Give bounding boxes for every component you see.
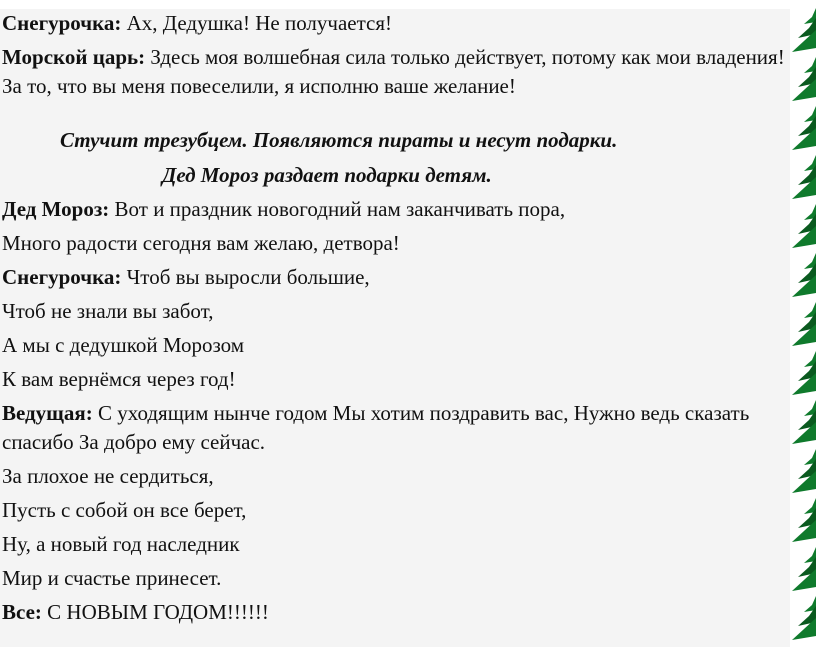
- stage-direction-1: Стучит трезубцем. Появляются пираты и несут подарки.: [60, 128, 618, 152]
- line-text: Много радости сегодня вам желаю, детвора!: [2, 231, 400, 255]
- christmas-tree-icon: [792, 253, 816, 297]
- speaker-label: Все:: [2, 600, 42, 624]
- christmas-tree-icon: [792, 204, 816, 248]
- christmas-tree-icon: [792, 547, 816, 591]
- speaker-label: Снегурочка:: [2, 265, 122, 289]
- line-text: К вам вернёмся через год!: [2, 367, 236, 391]
- christmas-tree-icon: [792, 8, 816, 52]
- line-ded-moroz: [2, 195, 787, 224]
- line-vse: [2, 598, 787, 627]
- verse-line: [2, 564, 787, 593]
- line-text: За плохое не сердиться,: [2, 464, 214, 488]
- verse-line: [2, 462, 787, 491]
- document-page: [0, 9, 790, 647]
- line-text: Пусть с собой он все берет,: [2, 498, 247, 522]
- line-text: С НОВЫМ ГОДОМ!!!!!!: [41, 600, 269, 624]
- line-text: С уходящим нынче годом Мы хотим поздравить вас, Нужно ведь сказать спасибо За добро ему сейчас.: [2, 401, 750, 454]
- line-text: Чтоб вы выросли большие,: [121, 265, 370, 289]
- christmas-tree-icon: [792, 596, 816, 640]
- line-morskoy-tsar: [2, 43, 787, 101]
- speaker-label: Морской царь:: [2, 45, 146, 69]
- speaker-label: Ведущая:: [2, 401, 93, 425]
- verse-line: [2, 297, 787, 326]
- christmas-tree-icon: [792, 351, 816, 395]
- line-text: Ах, Дедушка! Не получается!: [121, 11, 393, 35]
- christmas-tree-icon: [792, 155, 816, 199]
- line-ded-moroz-2: [2, 229, 787, 258]
- line-text: Мир и счастье принесет.: [2, 566, 222, 590]
- christmas-tree-icon: [792, 400, 816, 444]
- line-text: А мы с дедушкой Морозом: [2, 333, 245, 357]
- line-vedushchaya: [2, 399, 787, 457]
- script-text: [2, 9, 787, 632]
- christmas-tree-icon: [792, 57, 816, 101]
- verse-line: [2, 496, 787, 525]
- christmas-tree-icon: [792, 302, 816, 346]
- line-text: Здесь моя волшебная сила только действует, потому как мои владения! За то, что вы меня повеселили, я исполню ваше желание!: [2, 45, 785, 98]
- speaker-label: Дед Мороз:: [2, 197, 110, 221]
- line-snegurochka-2: [2, 263, 787, 292]
- speaker-label: Снегурочка:: [2, 11, 122, 35]
- line-text: Вот и праздник новогодний нам заканчивать пора,: [109, 197, 566, 221]
- line-text: Чтоб не знали вы забот,: [2, 299, 214, 323]
- christmas-tree-border: [788, 0, 816, 647]
- verse-line: [2, 365, 787, 394]
- verse-line: [2, 530, 787, 559]
- line-snegurochka-1: [2, 9, 787, 38]
- christmas-tree-icon: [792, 106, 816, 150]
- christmas-tree-icon: [792, 498, 816, 542]
- stage-direction-2: Дед Мороз раздает подарки детям.: [162, 163, 492, 187]
- verse-line: [2, 331, 787, 360]
- christmas-tree-icon: [792, 449, 816, 493]
- line-text: Ну, а новый год наследник: [2, 532, 240, 556]
